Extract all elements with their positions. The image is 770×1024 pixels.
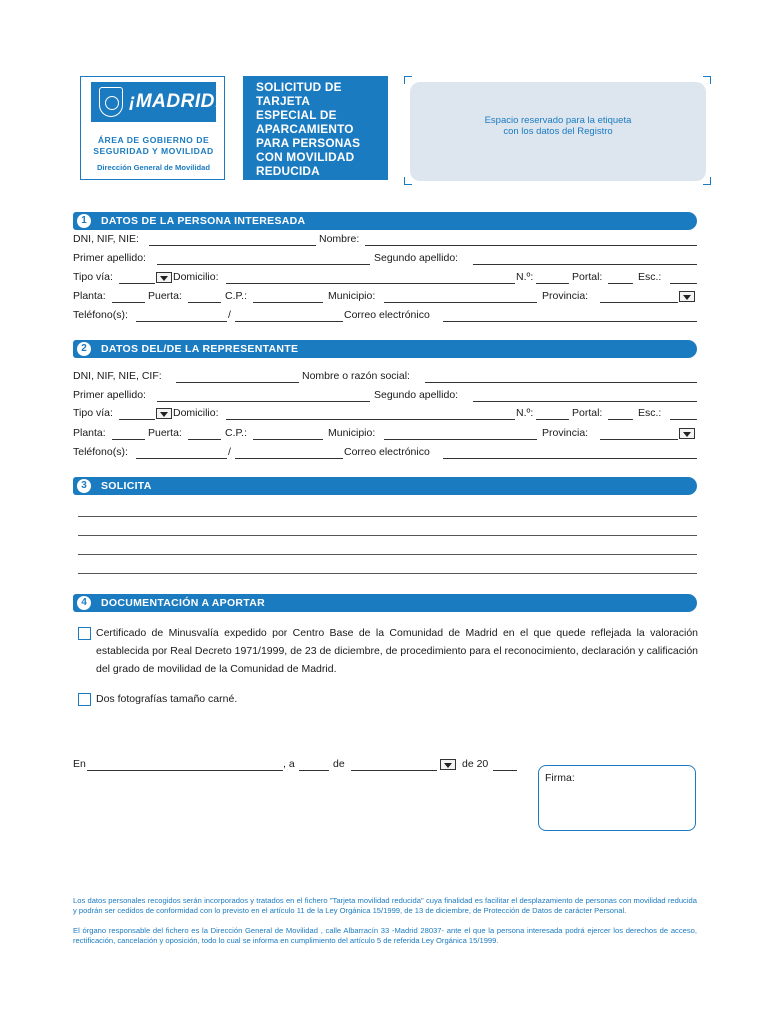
correo-label: Correo electrónico [344, 309, 430, 321]
segundo-apellido-field[interactable] [473, 264, 697, 265]
segundo-apellido-label: Segundo apellido: [374, 389, 459, 401]
cp-field[interactable] [253, 439, 323, 440]
cp-field[interactable] [253, 302, 323, 303]
registro-line-1: Espacio reservado para la etiqueta [484, 115, 632, 126]
madrid-logo [91, 82, 222, 122]
solicita-line[interactable] [78, 535, 697, 536]
segundo-apellido-field[interactable] [473, 401, 697, 402]
dni-cif-label: DNI, NIF, NIE, CIF: [73, 370, 162, 382]
tipo-via-dropdown-icon[interactable] [156, 272, 172, 283]
en-label: En [73, 758, 86, 770]
firma-label: Firma: [545, 772, 575, 784]
provincia-field[interactable] [600, 302, 678, 303]
fotografias-checkbox[interactable] [78, 693, 91, 706]
dia-field[interactable] [299, 770, 329, 771]
telefono-separator: / [228, 309, 231, 321]
row-planta [73, 290, 697, 304]
provincia-label: Provincia: [542, 290, 589, 302]
solicita-line[interactable] [78, 554, 697, 555]
primer-apellido-label: Primer apellido: [73, 389, 146, 401]
madrid-shield-icon [99, 87, 123, 117]
telefono-2-field[interactable] [235, 458, 343, 459]
correo-label: Correo electrónico [344, 446, 430, 458]
planta-field[interactable] [112, 439, 145, 440]
section-3-header [73, 477, 697, 495]
municipio-field[interactable] [384, 439, 537, 440]
domicilio-field[interactable] [226, 419, 515, 420]
dni-field[interactable] [149, 245, 316, 246]
provincia-label: Provincia: [542, 427, 589, 439]
tipo-via-field[interactable] [119, 283, 155, 284]
planta-label: Planta: [73, 427, 106, 439]
telefono-1-field[interactable] [136, 458, 227, 459]
title-line: APARCAMIENTO [256, 122, 354, 136]
section-number: 1 [77, 214, 91, 228]
registro-corner [404, 177, 412, 185]
registro-corner [703, 177, 711, 185]
domicilio-label: Domicilio: [173, 271, 219, 283]
registro-line-2: con los datos del Registro [503, 126, 613, 137]
puerta-label: Puerta: [148, 290, 182, 302]
title-line: TARJETA [256, 94, 311, 108]
telefono-1-field[interactable] [136, 321, 227, 322]
area-line-1: ÁREA DE GOBIERNO DE [97, 135, 210, 145]
section-title: DATOS DE LA PERSONA INTERESADA [101, 215, 306, 227]
section-4-header [73, 594, 697, 612]
puerta-label: Puerta: [148, 427, 182, 439]
registro-corner [404, 76, 412, 84]
row-telefono [73, 309, 697, 323]
dni-cif-field[interactable] [176, 382, 299, 383]
primer-apellido-field[interactable] [157, 264, 370, 265]
telefono-label: Teléfono(s): [73, 309, 128, 321]
row-domicilio [73, 271, 697, 285]
mes-field[interactable] [351, 770, 437, 771]
telefono-separator: / [228, 446, 231, 458]
anio-field[interactable] [493, 770, 517, 771]
tipo-via-dropdown-icon[interactable] [156, 408, 172, 419]
domicilio-field[interactable] [226, 283, 515, 284]
dni-label: DNI, NIF, NIE: [73, 233, 139, 245]
numero-field[interactable] [536, 419, 569, 420]
area-line-2: SEGURIDAD Y MOVILIDAD [93, 146, 214, 156]
correo-field[interactable] [443, 458, 697, 459]
nombre-label: Nombre: [319, 233, 360, 245]
direccion-general: Dirección General de Movilidad [96, 163, 211, 172]
area-gobierno [81, 135, 226, 157]
row-domicilio-rep [73, 407, 697, 421]
section-number: 2 [77, 342, 91, 356]
provincia-dropdown-icon[interactable] [679, 291, 695, 302]
section-title: SOLICITA [101, 480, 152, 492]
title-line: ESPECIAL DE [256, 108, 337, 122]
municipio-label: Municipio: [328, 290, 376, 302]
primer-apellido-label: Primer apellido: [73, 252, 146, 264]
solicita-line[interactable] [78, 516, 697, 517]
title-line: REDUCIDA [256, 164, 320, 178]
title-line: CON MOVILIDAD [256, 150, 355, 164]
tipo-via-field[interactable] [119, 419, 155, 420]
registro-text [410, 115, 706, 137]
esc-label: Esc.: [638, 407, 662, 419]
domicilio-label: Domicilio: [173, 407, 219, 419]
portal-field[interactable] [608, 419, 633, 420]
puerta-field[interactable] [188, 302, 221, 303]
legal-text-2: El órgano responsable del fichero es la Dirección General de Movilidad , calle Albarracín 33 -Madrid 28037- ante el que la persona interesada podrá ejercer los derechos de acceso, rectificación, cancelación y oposición, todo lo cual se informa en cumplimiento del artículo 5 de referida Ley Orgánica 15/1999. [73, 926, 697, 945]
correo-field[interactable] [443, 321, 697, 322]
section-number: 4 [77, 596, 91, 610]
section-number: 3 [77, 479, 91, 493]
telefono-2-field[interactable] [235, 321, 343, 322]
portal-label: Portal: [572, 407, 603, 419]
primer-apellido-field[interactable] [157, 401, 370, 402]
esc-field[interactable] [670, 283, 697, 284]
numero-field[interactable] [536, 283, 569, 284]
planta-field[interactable] [112, 302, 145, 303]
section-title: DATOS DEL/DE LA REPRESENTANTE [101, 343, 299, 355]
municipio-field[interactable] [384, 302, 537, 303]
row-dni-nombre [73, 233, 697, 247]
mes-dropdown-icon[interactable] [440, 759, 456, 770]
logo-text: ¡MADRID! [129, 91, 222, 112]
firma-box[interactable] [538, 765, 696, 831]
section-title: DOCUMENTACIÓN A APORTAR [101, 597, 265, 609]
row-dni-razon [73, 370, 697, 384]
legal-text-1: Los datos personales recogidos serán incorporados y tratados en el fichero "Tarjeta movilidad reducida" cuya finalidad es facilitar el desplazamiento de personas con movilidad reducida y podrán ser cedidos de conformidad con lo previsto en el artículo 11 de la Ley Orgánica 15/1999, de 13 de diciembre, de Protección de Datos de carácter Personal. [73, 896, 697, 915]
planta-label: Planta: [73, 290, 106, 302]
row-apellidos-rep [73, 389, 697, 403]
certificado-text: Certificado de Minusvalía expedido por Centro Base de la Comunidad de Madrid en el que quede reflejada la valoración establecida por Real Decreto 1971/1999, de 23 de diciembre, de procedimiento para el reconocimiento, declaración y calificación del grado de movilidad de la Comunidad de Madrid. [96, 627, 698, 675]
section-1-header [73, 212, 697, 230]
municipio-label: Municipio: [328, 427, 376, 439]
cp-label: C.P.: [225, 427, 247, 439]
fotografias-text: Dos fotografías tamaño carné. [96, 693, 238, 705]
a-label: , a [283, 758, 295, 770]
registro-label-area [410, 82, 706, 181]
portal-label: Portal: [572, 271, 603, 283]
segundo-apellido-label: Segundo apellido: [374, 252, 459, 264]
numero-label: N.º: [516, 407, 534, 419]
de-20-label: de 20 [462, 758, 489, 770]
portal-field[interactable] [608, 283, 633, 284]
solicita-line[interactable] [78, 573, 697, 574]
title-line: SOLICITUD DE [256, 80, 342, 94]
telefono-label: Teléfono(s): [73, 446, 128, 458]
row-telefono-rep [73, 446, 697, 460]
provincia-field[interactable] [600, 439, 678, 440]
provincia-dropdown-icon[interactable] [679, 428, 695, 439]
de-label: de [333, 758, 345, 770]
lugar-field[interactable] [87, 770, 283, 771]
madrid-logo-block [80, 76, 225, 180]
razon-social-label: Nombre o razón social: [302, 370, 410, 382]
registro-corner [703, 76, 711, 84]
tipo-via-label: Tipo vía: [73, 271, 113, 283]
section-2-header [73, 340, 697, 358]
razon-social-field[interactable] [425, 382, 697, 383]
nombre-field[interactable] [365, 245, 697, 246]
row-apellidos [73, 252, 697, 266]
cp-label: C.P.: [225, 290, 247, 302]
row-planta-rep [73, 427, 697, 441]
numero-label: N.º: [516, 271, 534, 283]
esc-label: Esc.: [638, 271, 662, 283]
esc-field[interactable] [670, 419, 697, 420]
puerta-field[interactable] [188, 439, 221, 440]
form-title [243, 76, 388, 180]
certificado-checkbox[interactable] [78, 627, 91, 640]
tipo-via-label: Tipo vía: [73, 407, 113, 419]
title-line: PARA PERSONAS [256, 136, 361, 150]
